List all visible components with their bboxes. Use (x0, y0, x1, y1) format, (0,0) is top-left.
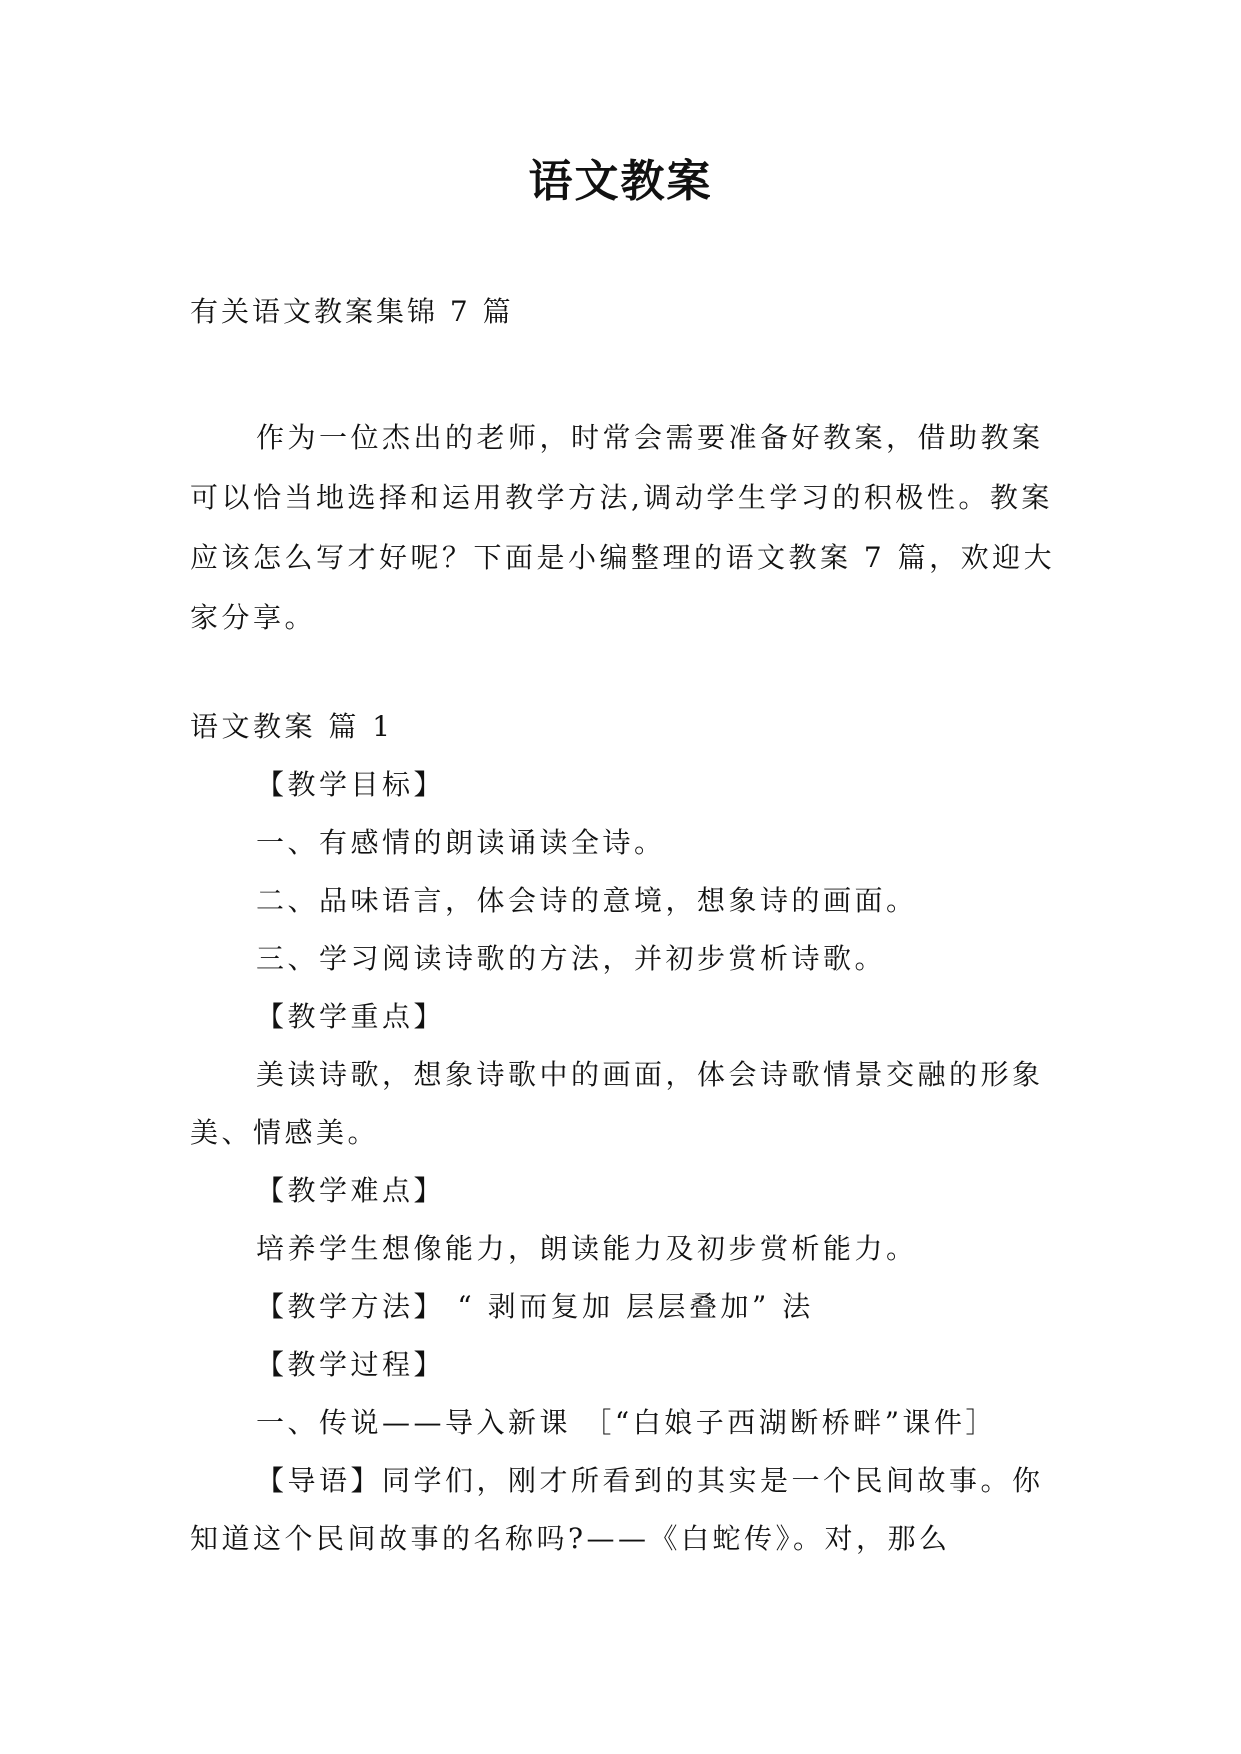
document-subtitle: 有关语文教案集锦 7 篇 (190, 295, 514, 328)
process-step-1: 一、传说——导入新课 ［“白娘子西湖断桥畔”课件］ (256, 1406, 998, 1439)
lead-paragraph: 【导语】同学们，刚才所看到的其实是一个民间故事。你知道这个民间故事的名称吗?——《白蛇传》。对，那么 (190, 1464, 1044, 1555)
difficulty-heading: 【教学难点】 (256, 1174, 446, 1207)
teaching-method-line: 【教学方法】 “ 剥而复加 层层叠加” 法 (256, 1290, 814, 1323)
process-heading: 【教学过程】 (256, 1348, 446, 1381)
difficulty-text: 培养学生想像能力，朗读能力及初步赏析能力。 (256, 1232, 918, 1265)
document-title: 语文教案 (528, 156, 713, 207)
lesson-plan-body (190, 698, 1070, 1568)
goal-item-2: 二、品味语言，体会诗的意境，想象诗的画面。 (256, 884, 918, 917)
goal-item-3: 三、学习阅读诗歌的方法，并初步赏析诗歌。 (256, 942, 887, 975)
key-points-text: 美读诗歌，想象诗歌中的画面，体会诗歌情景交融的形象美、情感美。 (190, 1058, 1044, 1149)
intro-paragraph: 作为一位杰出的老师，时常会需要准备好教案，借助教案可以恰当地选择和运用教学方法,调动学生学习的积极性。教案应该怎么写才好呢？下面是小编整理的语文教案 7 篇，欢迎大家分享。 (190, 421, 1056, 634)
key-points-heading: 【教学重点】 (256, 1000, 446, 1033)
section-heading: 语文教案 篇 1 (190, 710, 394, 743)
goal-item-1: 一、有感情的朗读诵读全诗。 (256, 826, 666, 859)
goals-heading: 【教学目标】 (256, 768, 446, 801)
